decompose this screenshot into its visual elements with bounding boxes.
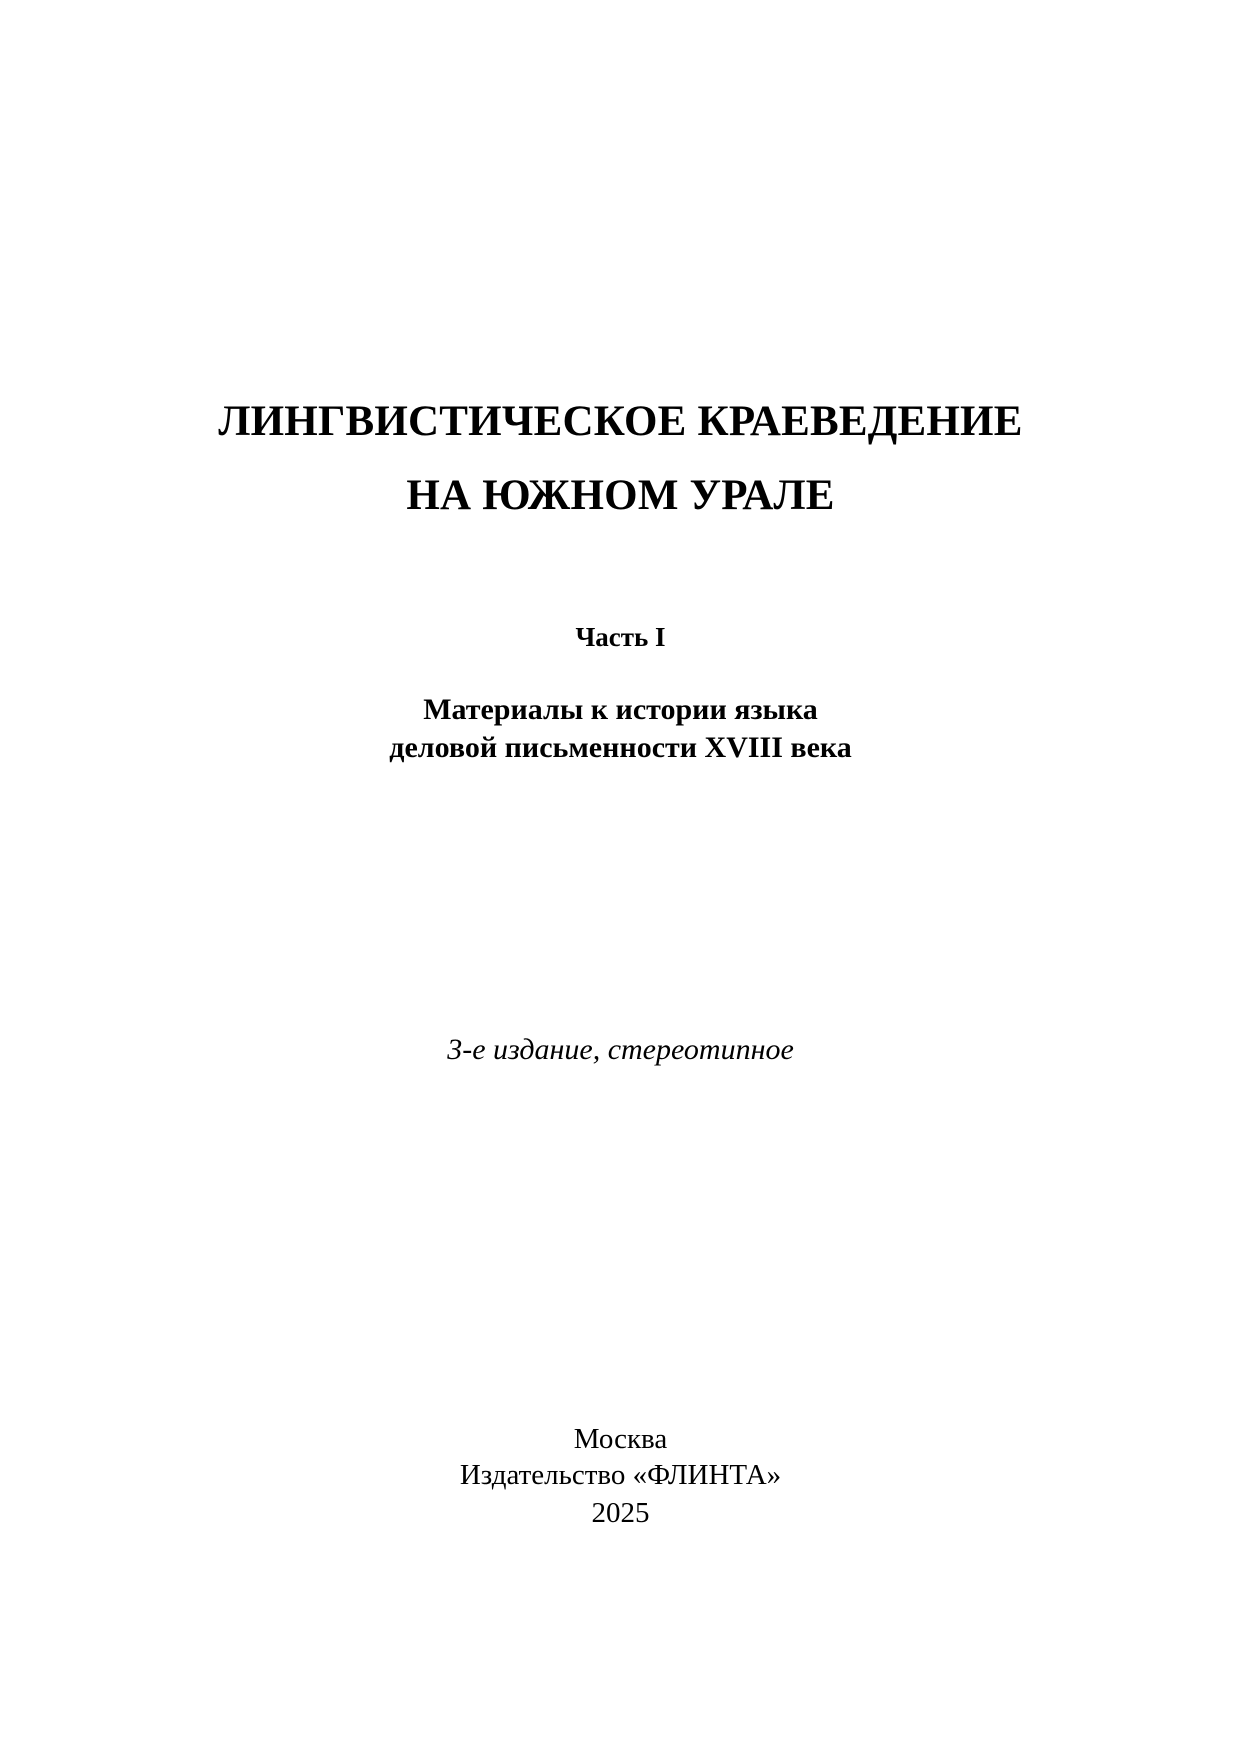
imprint-year: 2025 (591, 1497, 650, 1529)
imprint-city: Москва (573, 1423, 668, 1455)
edition-note: 3-е издание, стереотипное (447, 1033, 794, 1066)
book-title-line-1: ЛИНГВИСТИЧЕСКОЕ КРАЕВЕДЕНИЕ (218, 398, 1023, 445)
subtitle-line-2: деловой письменности XVIII века (389, 731, 852, 764)
part-label: Часть I (575, 622, 666, 652)
imprint-publisher: Издательство «ФЛИНТА» (459, 1459, 782, 1491)
book-title-line-2: НА ЮЖНОМ УРАЛЕ (406, 472, 835, 519)
subtitle-line-1: Материалы к истории языка (423, 693, 818, 726)
